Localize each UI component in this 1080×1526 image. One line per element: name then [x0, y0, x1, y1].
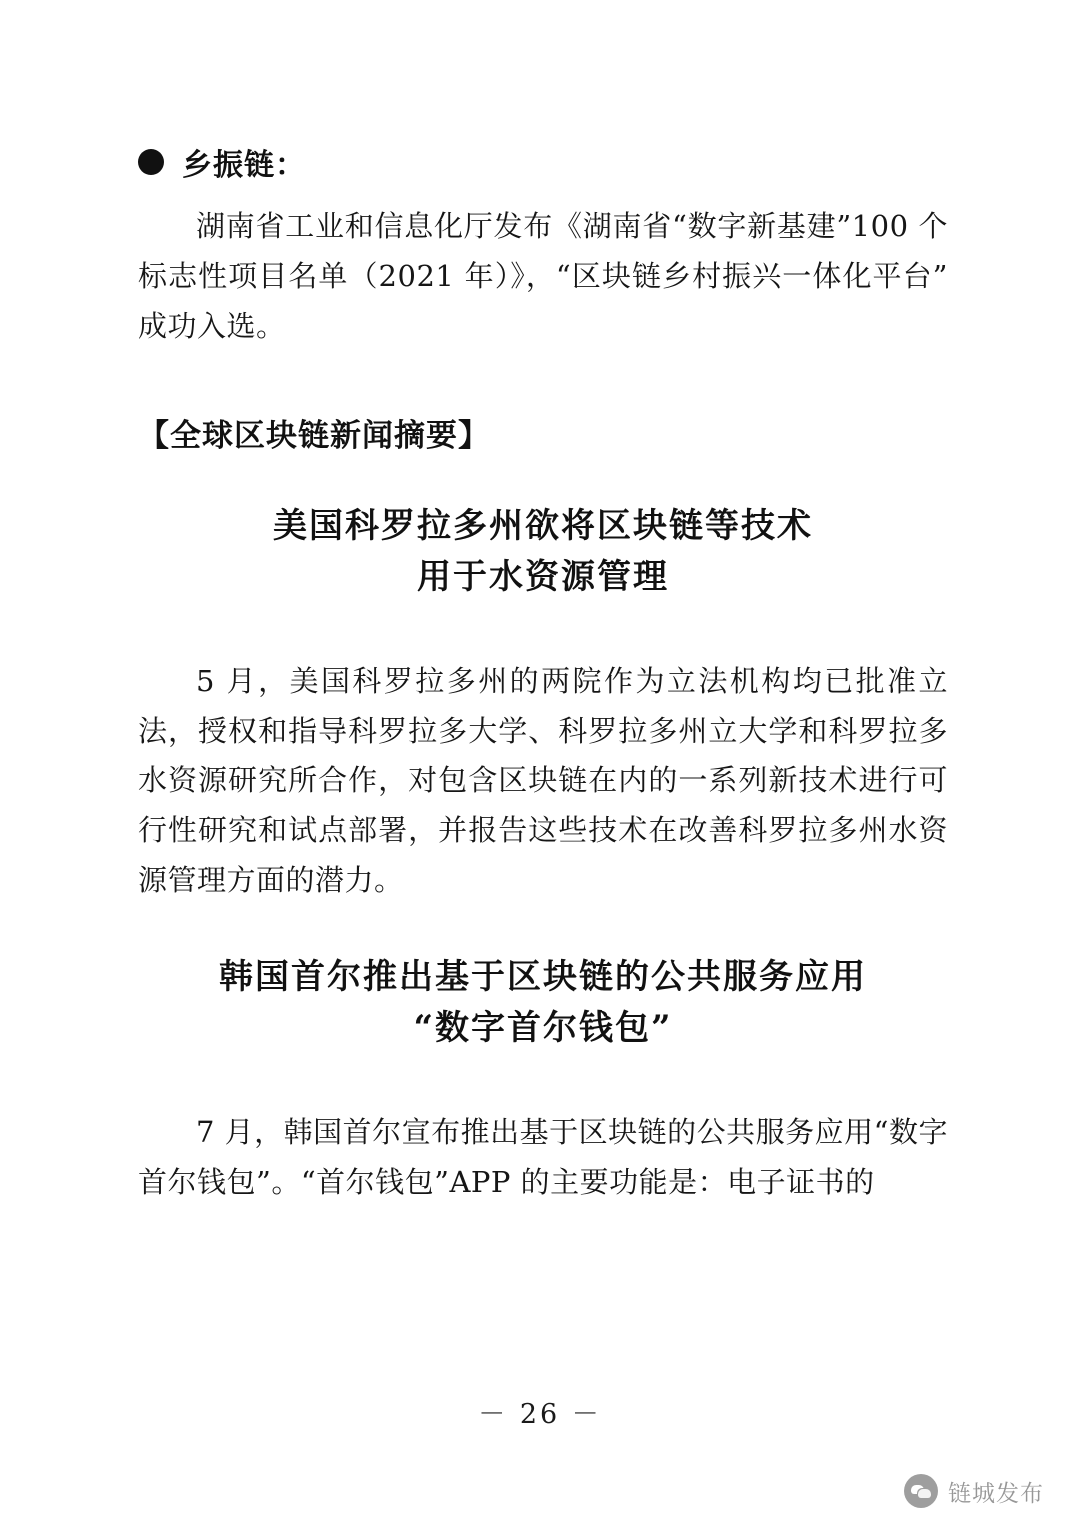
paragraph-colorado-legislation: 5 月，美国科罗拉多州的两院作为立法机构均已批准立法，授权和指导科罗拉多大学、科罗拉多州立大学和科罗拉多水资源研究所合作，对包含区块链在内的一系列新技术进行可行性研究和试点部署，并报告这些技术在改善科罗拉多州水资源管理方面的潜力。	[138, 663, 948, 898]
article-title-colorado	[138, 501, 948, 603]
article-title-seoul-line2: “数字首尔钱包”	[413, 1008, 673, 1048]
bullet-heading-label: 乡振链：	[182, 148, 306, 183]
spacer	[138, 637, 948, 657]
article-title-colorado-line2: 用于水资源管理	[417, 556, 669, 597]
page-content	[138, 140, 948, 1218]
wechat-logo-icon	[904, 1474, 938, 1508]
paragraph-seoul-wallet: 7 月，韩国首尔宣布推出基于区块链的公共服务应用“数字首尔钱包”。“首尔钱包”APP 的主要功能是：电子证书的	[138, 1115, 948, 1199]
page-number: － 26 －	[478, 1399, 602, 1430]
watermark-badge	[904, 1474, 1044, 1508]
bullet-dot-icon	[138, 149, 164, 175]
watermark-label: 链城发布	[948, 1480, 1044, 1507]
article-title-seoul	[138, 952, 948, 1054]
bullet-heading-xiangzhenlian	[138, 140, 948, 184]
article-title-seoul-line1: 韩国首尔推出基于区块链的公共服务应用	[219, 957, 867, 997]
spacer	[138, 1088, 948, 1108]
paragraph-hunan-project-list: 湖南省工业和信息化厅发布《湖南省“数字新基建”100 个标志性项目名单（2021 年）》，“区块链乡村振兴一体化平台”成功入选。	[138, 209, 948, 343]
section-title-global-blockchain-news: 【全球区块链新闻摘要】	[138, 417, 490, 454]
article-title-colorado-line1: 美国科罗拉多州欲将区块链等技术	[273, 505, 813, 546]
